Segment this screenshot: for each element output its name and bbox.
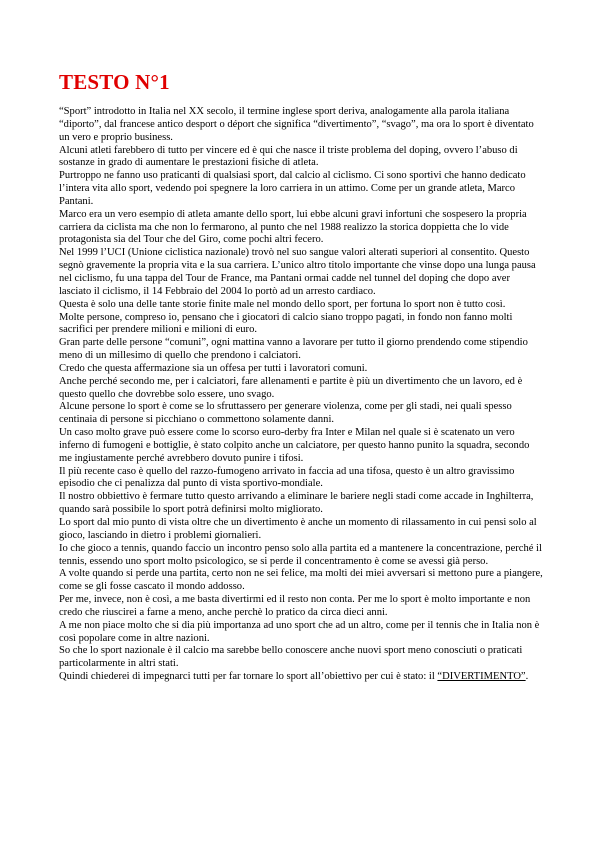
paragraph: Il nostro obbiettivo è fermare tutto questo arrivando a eliminare le bariere negli stadi come accade in Inghilterra, quando sarà possibile lo sport potrà definirsi molto migliorato. (59, 491, 534, 516)
paragraph: “Sport” introdotto in Italia nel XX secolo, il termine inglese sport deriva, analogamente alla parola italiana “diporto”, dal francese antico desport o déport che significa “divertimento”, “svago”, ma ora lo sport è diventato un vero e proprio business. (59, 106, 534, 143)
document-page (59, 70, 543, 684)
paragraph: Purtroppo ne fanno uso praticanti di qualsiasi sport, dal calcio al ciclismo. Ci sono sportivi che hanno dedicato l’intera vita allo sport, vedendo poi spegnere la loro carriera in un attimo. Come per un grande atleta, Marco Pantani. (59, 170, 526, 207)
paragraph: Credo che questa affermazione sia un offesa per tutti i lavoratori comuni. (59, 362, 368, 374)
paragraph: So che lo sport nazionale è il calcio ma sarebbe bello conoscere anche nuovi sport meno conosciuti o praticati particolarmente in altri stati. (59, 645, 523, 670)
closing-end: . (525, 671, 529, 683)
paragraph: Il più recente caso è quello del razzo-fumogeno arrivato in faccia ad una tifosa, questo è un altro gravissimo episodio che ci penalizza dal punto di vista sportivo-mondiale. (59, 465, 515, 490)
paragraph: A me non piace molto che si dia più importanza ad uno sport che ad un altro, come per il tennis che in Italia non è così popolare come in altre nazioni. (59, 619, 540, 644)
paragraph: Un caso molto grave può essere come lo scorso euro-derby fra Inter e Milan nel quale si è scatenato un vero inferno di fumogeni e bottiglie, è stato colpito anche un calciatore, per questo hanno punito la squadra, secondo me ingiustamente perché avrebbero dovuto punire i tifosi. (59, 427, 530, 464)
closing-paragraph (59, 671, 543, 684)
paragraph: Alcuni atleti farebbero di tutto per vincere ed è qui che nasce il triste problema del doping, ovvero l’abuso di sostanze in grado di aumentare le prestazioni fisiche di atleta. (59, 144, 518, 169)
paragraph: Anche perché secondo me, per i calciatori, fare allenamenti e partite è più un divertimento che un lavoro, ed è questo quello che dovrebbe solo essere, uno svago. (59, 375, 523, 400)
paragraph: Questa è solo una delle tante storie finite male nel mondo dello sport, per fortuna lo sport non è tutto così. (59, 298, 506, 310)
paragraph: Io che gioco a tennis, quando faccio un incontro penso solo alla partita ed a mantenere la concentrazione, perché il tennis, essendo uno sport molto psicologico, se si perde il concentramento è come se avessi già perso. (59, 542, 542, 567)
paragraph: Per me, invece, non è così, a me basta divertirmi ed il resto non conta. Per me lo sport è molto importante e non credo che riuscirei a farne a meno, anche perchè lo pratico da circa dieci anni. (59, 594, 531, 618)
closing-emphasis: “DIVERTIMENTO” (437, 671, 526, 683)
closing-text: Quindi chiederei di impegnarci tutti per far tornare lo sport all’obiettivo per cui è stato: il (59, 671, 435, 683)
paragraph: Alcune persone lo sport è come se lo sfruttassero per generare violenza, come per gli stadi, nei quali spesso centinaia di persone si picchiano o commettono solamente danni. (59, 401, 512, 426)
paragraph: Nel 1999 l’UCI (Unione ciclistica nazionale) trovò nel suo sangue valori alterati superiori al consentito. Questo segnò gravemente la propria vita e la sua carriera. L’unico altro titolo importante che vinse dopo una lunga pausa nel ciclismo, fu una tappa del Tour de France, ma Pantani ormai cadde nel tunnel del doping che dopo aver lasciato il ciclismo, il 14 Febbraio del 2004 lo portò ad un arresto cardiaco. (59, 247, 536, 297)
paragraph: Marco era un vero esempio di atleta amante dello sport, lui ebbe alcuni gravi infortuni che sospesero la propria carriera da ciclista ma che non lo fermarono, al punto che nel 1988 realizzo la storica doppietta che lo vide protagonista sia del Tour che del Giro, come pochi altri fecero. (59, 208, 527, 246)
paragraph: Molte persone, compreso io, pensano che i giocatori di calcio siano troppo pagati, in fondo non fanno molti sacrifici per prendere milioni e milioni di euro. (59, 311, 513, 336)
document-body (59, 106, 543, 684)
paragraph: A volte quando si perde una partita, certo non ne sei felice, ma molti dei miei avversari si mettono pure a piangere, come se gli fosse cascato il mondo addosso. (59, 568, 543, 593)
document-title: TESTO N°1 (59, 70, 170, 94)
paragraph: Gran parte delle persone “comuni”, ogni mattina vanno a lavorare per tutto il giorno prendendo come stipendio meno di un millesimo di quello che prendono i calciatori. (59, 337, 528, 362)
paragraph: Lo sport dal mio punto di vista oltre che un divertimento è anche un momento di rilassamento in cui pensi solo al gioco, lasciando in dietro i problemi giornalieri. (59, 517, 537, 541)
